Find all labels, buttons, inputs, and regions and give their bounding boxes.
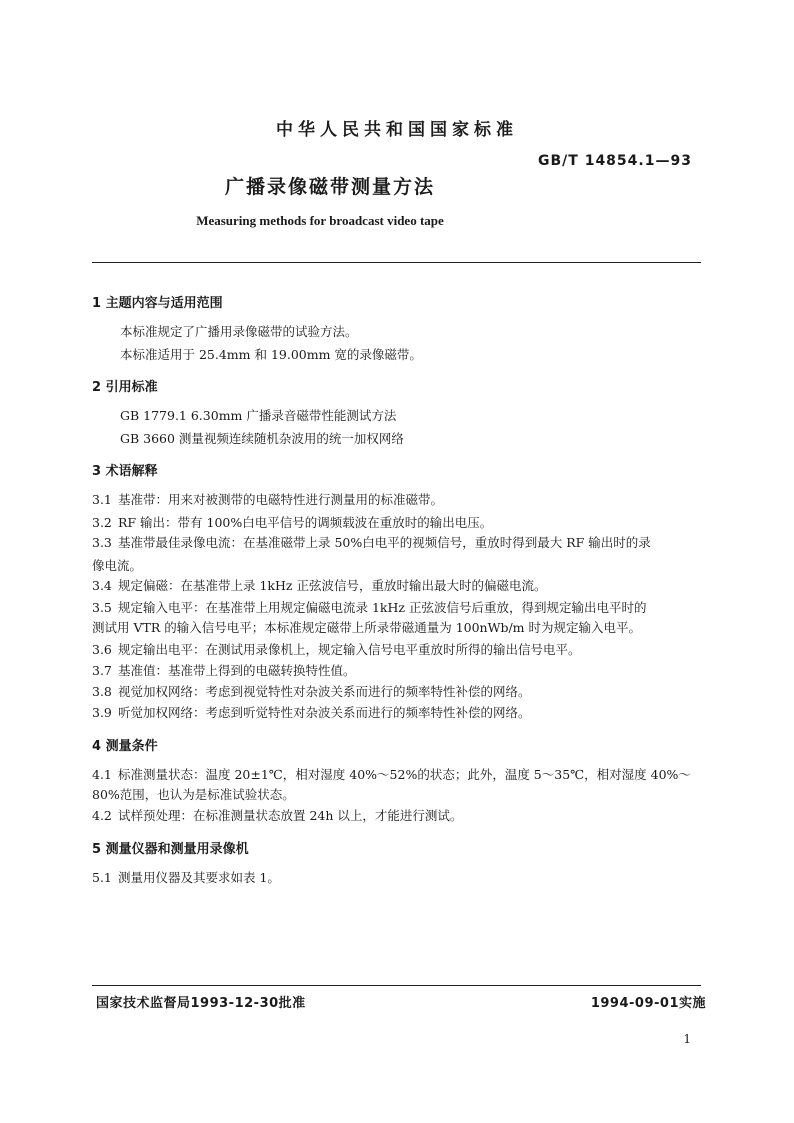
term-number: 3.9 [92, 705, 112, 720]
term-item [92, 598, 646, 616]
term-number: 3.4 [92, 578, 112, 593]
section-1-heading: 1 主题内容与适用范围 [92, 296, 223, 311]
term-item [92, 576, 546, 594]
document-title: 广播录像磁带测量方法 [224, 176, 435, 198]
effective-date: 1994-09-01实施 [590, 996, 706, 1011]
condition-item [92, 765, 691, 783]
condition-text: 试样预处理：在标准测量状态放置 24h 以上，才能进行测试。 [118, 808, 463, 823]
header-rule [92, 262, 701, 263]
term-text: 规定输入电平：在基准带上用规定偏磁电流录 1kHz 正弦波信号后重放，得到规定输出电平时的 [118, 600, 647, 615]
term-text: 视觉加权网络：考虑到视觉特性对杂波关系而进行的频率特性补偿的网络。 [118, 684, 531, 699]
condition-text: 标准测量状态：温度 20±1℃，相对湿度 40%～52%的状态；此外，温度 5～35℃，相对湿度 40%～ [118, 767, 691, 782]
condition-number: 4.1 [92, 767, 112, 782]
term-text-continuation: 像电流。 [92, 558, 143, 573]
term-number: 3.8 [92, 684, 112, 699]
term-item [92, 513, 492, 531]
section-2-heading: 2 引用标准 [92, 380, 158, 395]
instrument-text: 测量用仪器及其要求如表 1。 [118, 870, 280, 885]
term-number: 3.7 [92, 663, 112, 678]
condition-text-continuation: 80%范围，也认为是标准试验状态。 [92, 787, 295, 802]
term-item [92, 490, 443, 508]
term-item [92, 661, 356, 679]
instrument-number: 5.1 [92, 870, 112, 885]
term-item [92, 682, 531, 700]
term-item [92, 640, 581, 658]
document-subtitle-english: Measuring methods for broadcast video tape [196, 213, 444, 228]
term-item [92, 703, 531, 721]
term-item [92, 533, 651, 551]
instrument-item [92, 868, 280, 886]
national-standard-heading: 中华人民共和国国家标准 [276, 120, 518, 140]
term-text: 基准带：用来对被测带的电磁特性进行测量用的标准磁带。 [118, 492, 444, 507]
condition-number: 4.2 [92, 808, 112, 823]
section-3-heading: 3 术语解释 [92, 464, 158, 479]
term-text: 规定输出电平：在测试用录像机上，规定输入信号电平重放时所得的输出信号电平。 [118, 642, 581, 657]
term-number: 3.6 [92, 642, 112, 657]
term-text: 听觉加权网络：考虑到听觉特性对杂波关系而进行的频率特性补偿的网络。 [118, 705, 531, 720]
page-number: 1 [683, 1032, 691, 1046]
term-text: RF 输出：带有 100%白电平信号的调频载波在重放时的输出电压。 [118, 515, 493, 530]
term-text: 基准值：基准带上得到的电磁转换特性值。 [118, 663, 356, 678]
term-number: 3.1 [92, 492, 112, 507]
condition-item [92, 806, 462, 824]
standard-code: GB/T 14854.1—93 [538, 153, 692, 169]
term-number: 3.5 [92, 600, 112, 615]
footer-rule [92, 985, 701, 986]
approval-date: 国家技术监督局1993-12-30批准 [96, 996, 306, 1011]
term-text: 基准带最佳录像电流：在基准磁带上录 50%白电平的视频信号，重放时得到最大 RF 输出时的录 [118, 535, 651, 550]
section-5-heading: 5 测量仪器和测量用录像机 [92, 842, 249, 857]
section-1-paragraph-2: 本标准适用于 25.4mm 和 19.00mm 宽的录像磁带。 [120, 347, 422, 362]
section-4-heading: 4 测量条件 [92, 739, 158, 754]
term-text-continuation: 测试用 VTR 的输入信号电平；本标准规定磁带上所录带磁通量为 100nWb/m 时为规定输入电平。 [92, 620, 641, 635]
term-number: 3.3 [92, 535, 112, 550]
reference-gb1779: GB 1779.1 6.30mm 广播录音磁带性能测试方法 [120, 408, 397, 423]
section-1-paragraph-1: 本标准规定了广播用录像磁带的试验方法。 [120, 324, 358, 339]
reference-gb3660: GB 3660 测量视频连续随机杂波用的统一加权网络 [120, 431, 404, 446]
term-text: 规定偏磁：在基准带上录 1kHz 正弦波信号，重放时输出最大时的偏磁电流。 [118, 578, 547, 593]
term-number: 3.2 [92, 515, 112, 530]
